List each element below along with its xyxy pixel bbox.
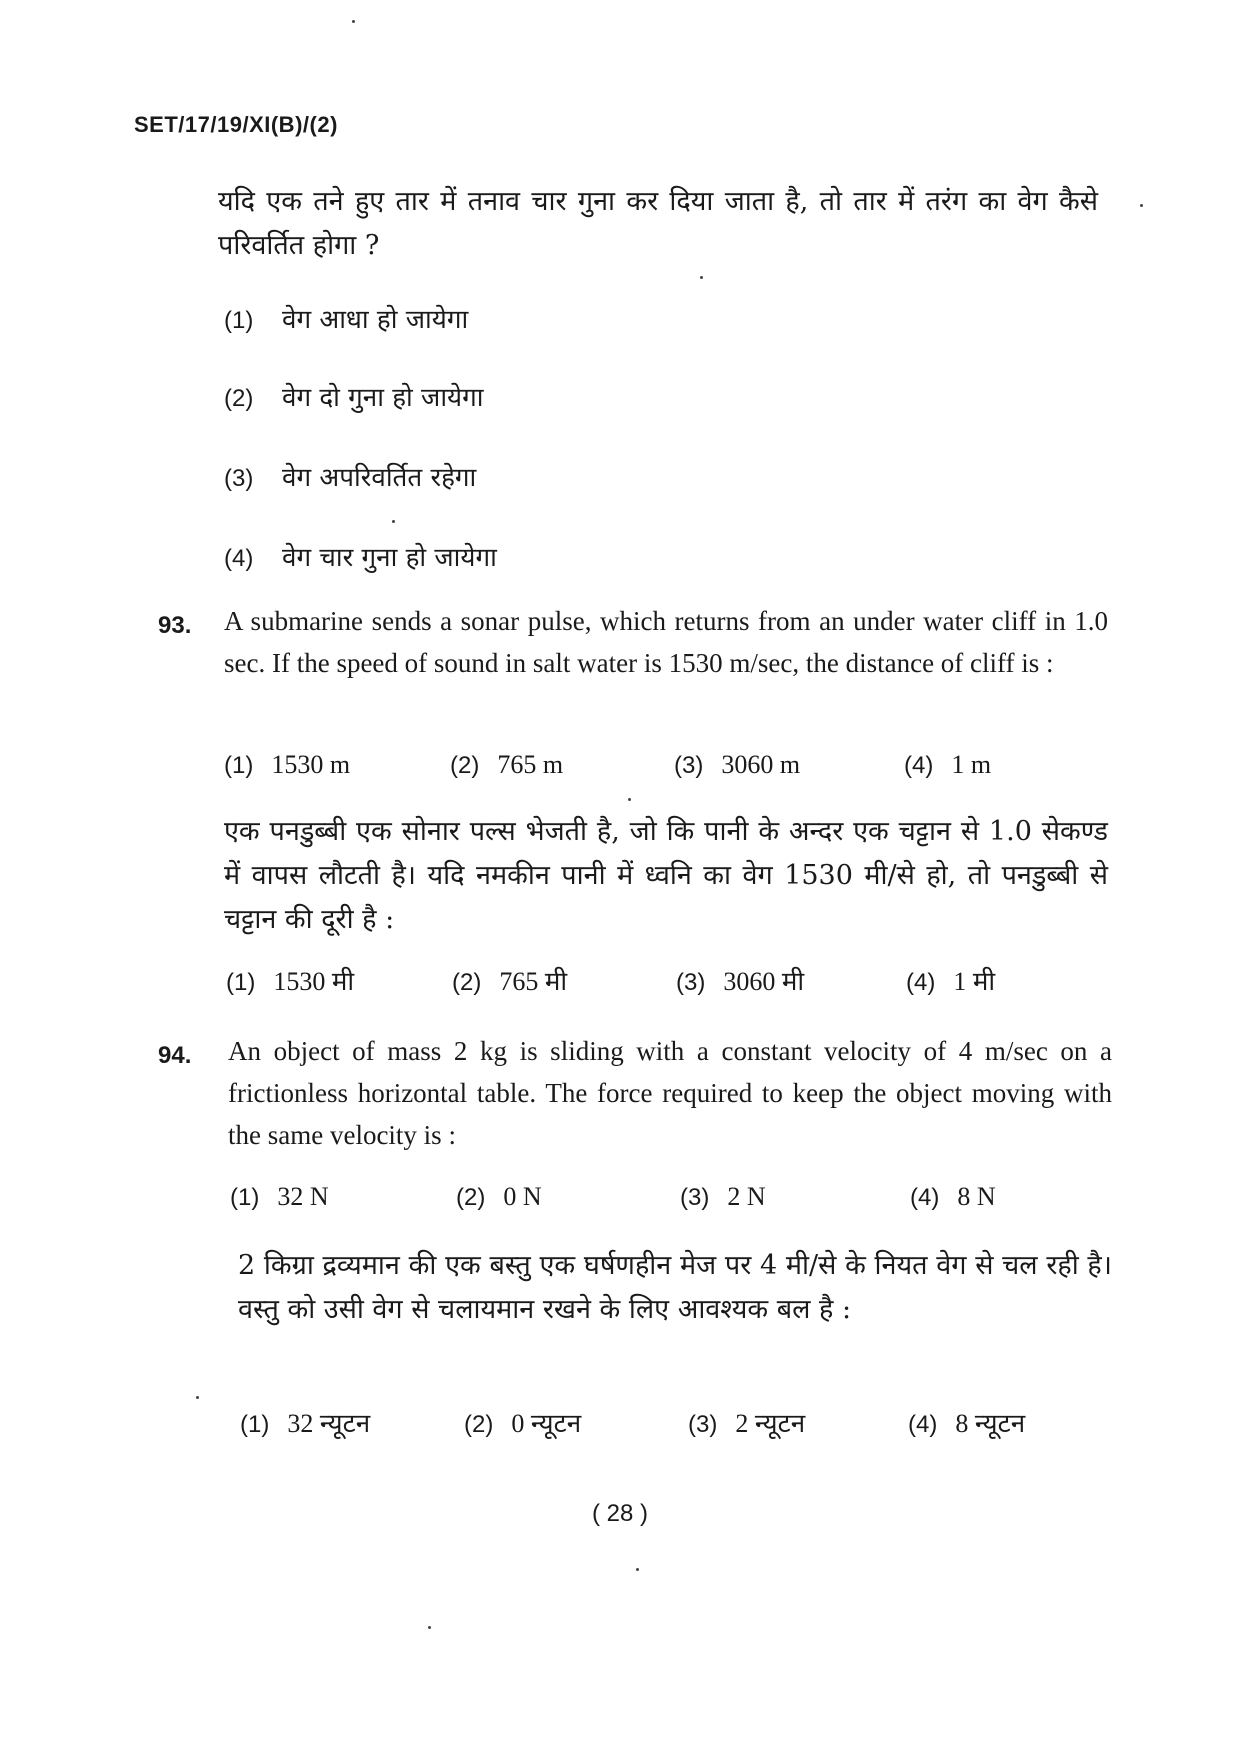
q93-hi-option-2 bbox=[452, 962, 567, 998]
scan-speck bbox=[700, 276, 703, 279]
q94-hindi-question: 2 किग्रा द्रव्यमान की एक बस्तु एक घर्षणहीन मेज पर 4 मी/से के नियत वेग से चल रही है। वस्तु को उसी वेग से चलायमान रखने के लिए आवश्यक बल है : bbox=[238, 1250, 1112, 1325]
q93-number: 93. bbox=[158, 612, 192, 639]
q93-english-options bbox=[224, 750, 1104, 790]
q94-hi-option-3 bbox=[688, 1404, 805, 1440]
q94-english-options bbox=[230, 1182, 1110, 1222]
q93-hindi-options bbox=[226, 962, 1106, 1002]
option-text: 8 N bbox=[957, 1182, 996, 1211]
q94-en-option-1 bbox=[230, 1182, 329, 1212]
option-number: (1) bbox=[224, 307, 254, 334]
option-text: 1530 मी bbox=[273, 967, 355, 996]
option-number: (3) bbox=[676, 969, 706, 996]
option-number: (4) bbox=[224, 545, 254, 572]
option-text: 1530 m bbox=[271, 750, 351, 779]
option-text: 2 N bbox=[727, 1182, 766, 1211]
scan-speck bbox=[628, 798, 631, 801]
scan-speck bbox=[1140, 204, 1143, 207]
q94-hi-option-2 bbox=[464, 1404, 581, 1440]
option-number: (3) bbox=[680, 1184, 710, 1211]
q93-en-option-1 bbox=[224, 750, 350, 780]
q93-en-option-4 bbox=[904, 750, 991, 780]
option-text: वेग दो गुना हो जायेगा bbox=[282, 383, 484, 413]
scan-speck bbox=[428, 1626, 431, 1629]
q92-option-1 bbox=[224, 300, 468, 336]
option-number: (3) bbox=[224, 465, 254, 492]
option-text: 765 m bbox=[497, 750, 564, 779]
option-number: (2) bbox=[224, 385, 254, 412]
q94-number: 94. bbox=[158, 1042, 192, 1069]
option-text: 1 मी bbox=[953, 967, 996, 996]
option-number: (2) bbox=[450, 752, 480, 779]
q93-en-option-2 bbox=[450, 750, 563, 780]
q92-option-4 bbox=[224, 538, 497, 574]
paper-code: SET/17/19/XI(B)/(2) bbox=[134, 112, 338, 137]
option-number: (4) bbox=[910, 1184, 940, 1211]
option-text: 0 न्यूटन bbox=[511, 1409, 582, 1438]
option-number: (1) bbox=[226, 969, 256, 996]
option-text: 1 m bbox=[951, 750, 992, 779]
q94-hindi-options bbox=[240, 1404, 1120, 1444]
option-text: 2 न्यूटन bbox=[735, 1409, 806, 1438]
option-number: (3) bbox=[674, 752, 704, 779]
option-number: (2) bbox=[452, 969, 482, 996]
option-text: 3060 m bbox=[721, 750, 801, 779]
q93-hi-option-1 bbox=[226, 962, 354, 998]
option-text: 3060 मी bbox=[723, 967, 805, 996]
option-number: (2) bbox=[456, 1184, 486, 1211]
scan-speck bbox=[196, 1396, 199, 1399]
option-number: (3) bbox=[688, 1411, 718, 1438]
option-text: 0 N bbox=[503, 1182, 542, 1211]
q93-hindi-question: एक पनडुब्बी एक सोनार पल्स भेजती है, जो कि पानी के अन्दर एक चट्टान से 1.0 सेकण्ड में वापस लौटती है। यदि नमकीन पानी में ध्वनि का वेग 1530 मी/से हो, तो पनडुब्बी से चट्टान की दूरी है : bbox=[224, 816, 1108, 935]
q92-option-2 bbox=[224, 378, 484, 414]
option-number: (4) bbox=[904, 752, 934, 779]
q94-hi-option-1 bbox=[240, 1404, 370, 1440]
q94-en-option-2 bbox=[456, 1182, 542, 1212]
q93-hi-option-3 bbox=[676, 962, 804, 998]
scan-speck bbox=[636, 1568, 639, 1571]
page-number: ( 28 ) bbox=[591, 1500, 648, 1527]
option-number: (1) bbox=[224, 752, 254, 779]
option-text: 8 न्यूटन bbox=[955, 1409, 1026, 1438]
option-text: 32 N bbox=[277, 1182, 329, 1211]
scan-speck bbox=[352, 20, 355, 23]
option-number: (4) bbox=[908, 1411, 938, 1438]
q94-en-option-3 bbox=[680, 1182, 766, 1212]
option-number: (1) bbox=[230, 1184, 260, 1211]
option-text: वेग आधा हो जायेगा bbox=[282, 305, 469, 335]
option-number: (2) bbox=[464, 1411, 494, 1438]
q94-en-option-4 bbox=[910, 1182, 996, 1212]
q93-en-option-3 bbox=[674, 750, 800, 780]
option-text: 765 मी bbox=[499, 967, 568, 996]
q92-hindi-question: यदि एक तने हुए तार में तनाव चार गुना कर दिया जाता है, तो तार में तरंग का वेग कैसे परिवर्तित होगा ? bbox=[218, 186, 1098, 261]
option-number: (4) bbox=[906, 969, 936, 996]
q93-english-question: A submarine sends a sonar pulse, which returns from an under water cliff in 1.0 sec. If the speed of sound in salt water is 1530 m/sec, the distance of cliff is : bbox=[224, 606, 1108, 678]
q94-hi-option-4 bbox=[908, 1404, 1025, 1440]
option-text: 32 न्यूटन bbox=[287, 1409, 371, 1438]
option-text: वेग अपरिवर्तित रहेगा bbox=[282, 463, 477, 493]
q92-option-3 bbox=[224, 458, 476, 494]
q94-english-question: An object of mass 2 kg is sliding with a constant velocity of 4 m/sec on a frictionless horizontal table. The force required to keep the object moving with the same velocity is : bbox=[228, 1036, 1112, 1150]
q93-hi-option-4 bbox=[906, 962, 995, 998]
option-number: (1) bbox=[240, 1411, 270, 1438]
scan-speck bbox=[392, 520, 395, 523]
option-text: वेग चार गुना हो जायेगा bbox=[282, 543, 497, 573]
